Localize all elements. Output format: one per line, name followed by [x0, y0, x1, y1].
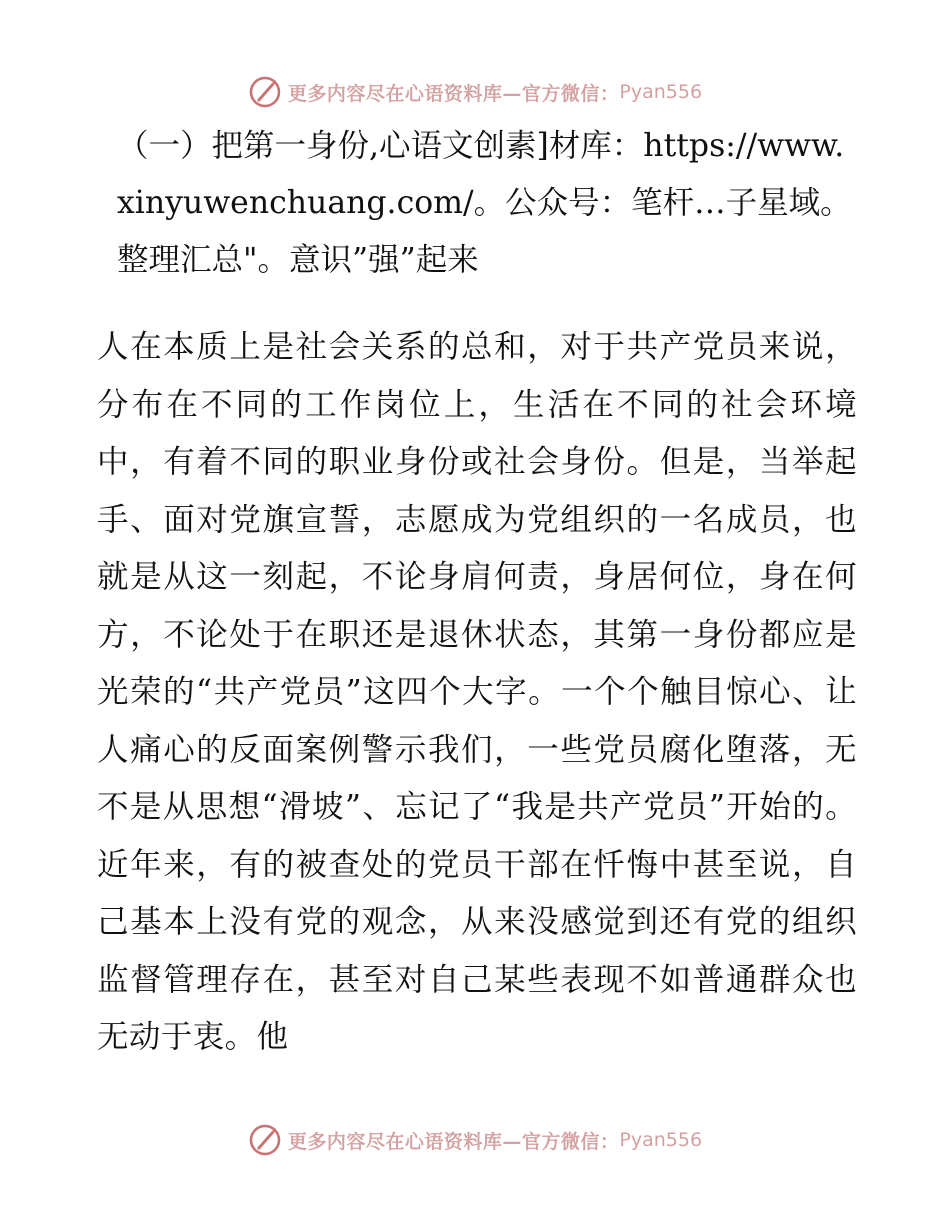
document-body — [97, 118, 857, 1067]
header-watermark — [0, 70, 950, 114]
watermark-wechat-id: Pyan556 — [619, 81, 703, 103]
feather-pen-circle-icon — [248, 75, 282, 109]
watermark-brand-text: 更多内容尽在心语资料库—官方微信： — [287, 1130, 620, 1153]
body-paragraph: 人在本质上是社会关系的总和，对于共产党员来说，分布在不同的工作岗位上，生活在不同的社会环境中，有着不同的职业身份或社会身份。但是，当举起手、面对党旗宣誓，志愿成为党组织的一名成员，也就是从这一刻起，不论身肩何责，身居何位，身在何方，不论处于在职还是退休状态，其第一身份都应是光荣的“共产党员”这四个大字。一个个触目惊心、让人痛心的反面案例警示我们，一些党员腐化堕落，无不是从思想“滑坡”、忘记了“我是共产党员”开始的。近年来，有的被查处的党员干部在忏悔中甚至说，自己基本上没有党的观念，从来没感觉到还有党的组织监督管理存在，甚至对自己某些表现不如普通群众也无动于衷。他 — [97, 329, 857, 1055]
section-heading: （一）把第一身份,心语文创素]材库：https://www.xinyuwenchuang.com/。公众号：笔杆…子星域。整理汇总"。意识”强”起来 — [117, 128, 852, 278]
feather-pen-circle-icon — [248, 1123, 282, 1157]
watermark-wechat-id: Pyan556 — [619, 1129, 703, 1151]
watermark-brand-text: 更多内容尽在心语资料库—官方微信： — [287, 82, 620, 105]
footer-watermark — [0, 1118, 950, 1162]
